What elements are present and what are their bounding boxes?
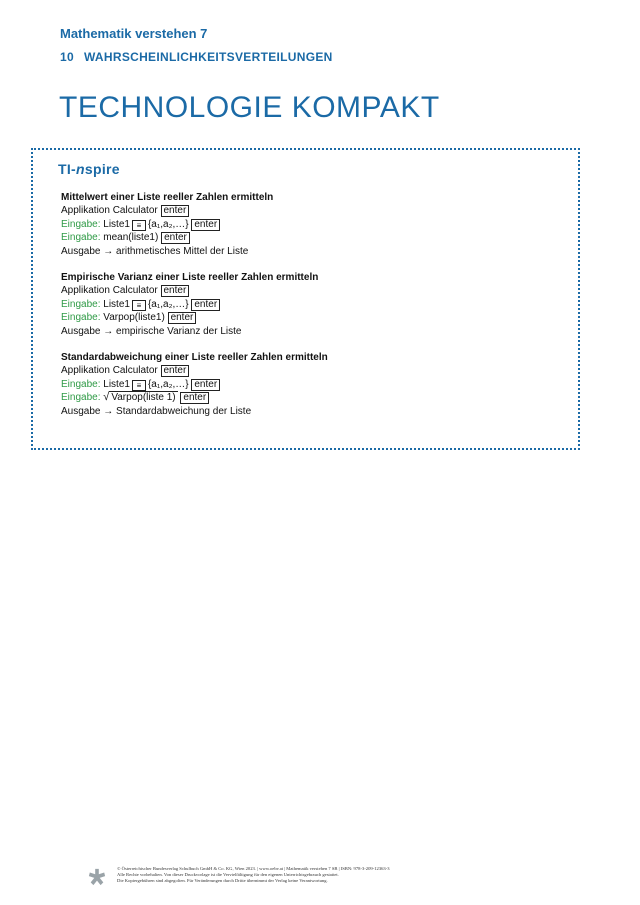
- enter-key: enter: [161, 285, 190, 297]
- input-line-1: Eingabe: Liste1 ≡ {a₁,a₂,…} enter: [61, 298, 318, 311]
- output-line: Ausgabe → Standardabweichung der Liste: [61, 405, 252, 417]
- enter-key: enter: [191, 379, 220, 391]
- chapter-number: 10: [60, 50, 74, 64]
- section-heading: Empirische Varianz einer Liste reeller Zahlen ermitteln: [61, 272, 319, 283]
- enter-key: enter: [161, 205, 190, 217]
- chapter-header: [60, 50, 333, 64]
- section-heading: Standardabweichung einer Liste reeller Zahlen ermitteln: [61, 352, 328, 363]
- eingabe-label: Eingabe:: [61, 392, 101, 404]
- book-title: Mathematik verstehen 7: [60, 26, 208, 41]
- eingabe-label: Eingabe:: [61, 218, 101, 230]
- enter-key: enter: [191, 219, 220, 231]
- list-template-icon: ≡: [132, 220, 146, 231]
- eingabe-label: Eingabe:: [61, 232, 101, 244]
- enter-key: enter: [161, 232, 190, 244]
- section-std-deviation: [61, 351, 328, 418]
- enter-key: enter: [168, 312, 197, 324]
- input-line-1: Eingabe: Liste1 ≡ {a₁,a₂,…} enter: [61, 218, 273, 231]
- list-template-icon: ≡: [132, 380, 146, 391]
- list-template-icon: ≡: [132, 300, 146, 311]
- eingabe-label: Eingabe:: [61, 298, 101, 310]
- oebv-logo-icon: [88, 868, 106, 886]
- page-heading: TECHNOLOGIE KOMPAKT: [59, 91, 440, 124]
- app-line: Applikation Calculator enter: [61, 364, 328, 377]
- chapter-title: WAHRSCHEINLICHKEITSVERTEILUNGEN: [83, 50, 333, 64]
- box-title: TI-nspire: [58, 161, 120, 177]
- input-line-1: Eingabe: Liste1 ≡ {a₁,a₂,…} enter: [61, 378, 328, 391]
- enter-key: enter: [191, 299, 220, 311]
- enter-key: enter: [161, 365, 190, 377]
- footer-copyright: © Österreichischer Bundesverlag Schulbuch GmbH & Co. KG, Wien 2023. | www.oebv.at | Mathematik verstehen 7 SB | ISBN: 978-3-209-12363-3 Alle Rechte vorbehalten. Von dieser Druckvorlage ist die Vervielfältigung für den eigenen Unterrichtsgebrauch gestattet. Die Kopiergebühren sind abgegolten. Für Veränderungen durch Dritte übernimmt der Verlag keine Verantwortung.: [117, 866, 390, 883]
- section-variance: [61, 271, 318, 338]
- app-line: Applikation Calculator enter: [61, 284, 318, 297]
- enter-key: enter: [180, 392, 209, 404]
- section-mean: [61, 191, 273, 258]
- eingabe-label: Eingabe:: [61, 312, 101, 324]
- eingabe-label: Eingabe:: [61, 378, 101, 390]
- output-line: Ausgabe → empirische Varianz der Liste: [61, 325, 242, 337]
- output-line: Ausgabe → arithmetisches Mittel der Liste: [61, 245, 249, 257]
- input-line-2: Eingabe: mean(liste1) enter: [61, 231, 273, 244]
- input-line-2: [61, 391, 328, 404]
- input-line-2: Eingabe: Varpop(liste1) enter: [61, 311, 318, 324]
- square-root-symbol: √ Varpop(liste 1): [103, 391, 176, 404]
- section-heading: Mittelwert einer Liste reeller Zahlen ermitteln: [61, 192, 274, 203]
- app-line: Applikation Calculator enter: [61, 204, 273, 217]
